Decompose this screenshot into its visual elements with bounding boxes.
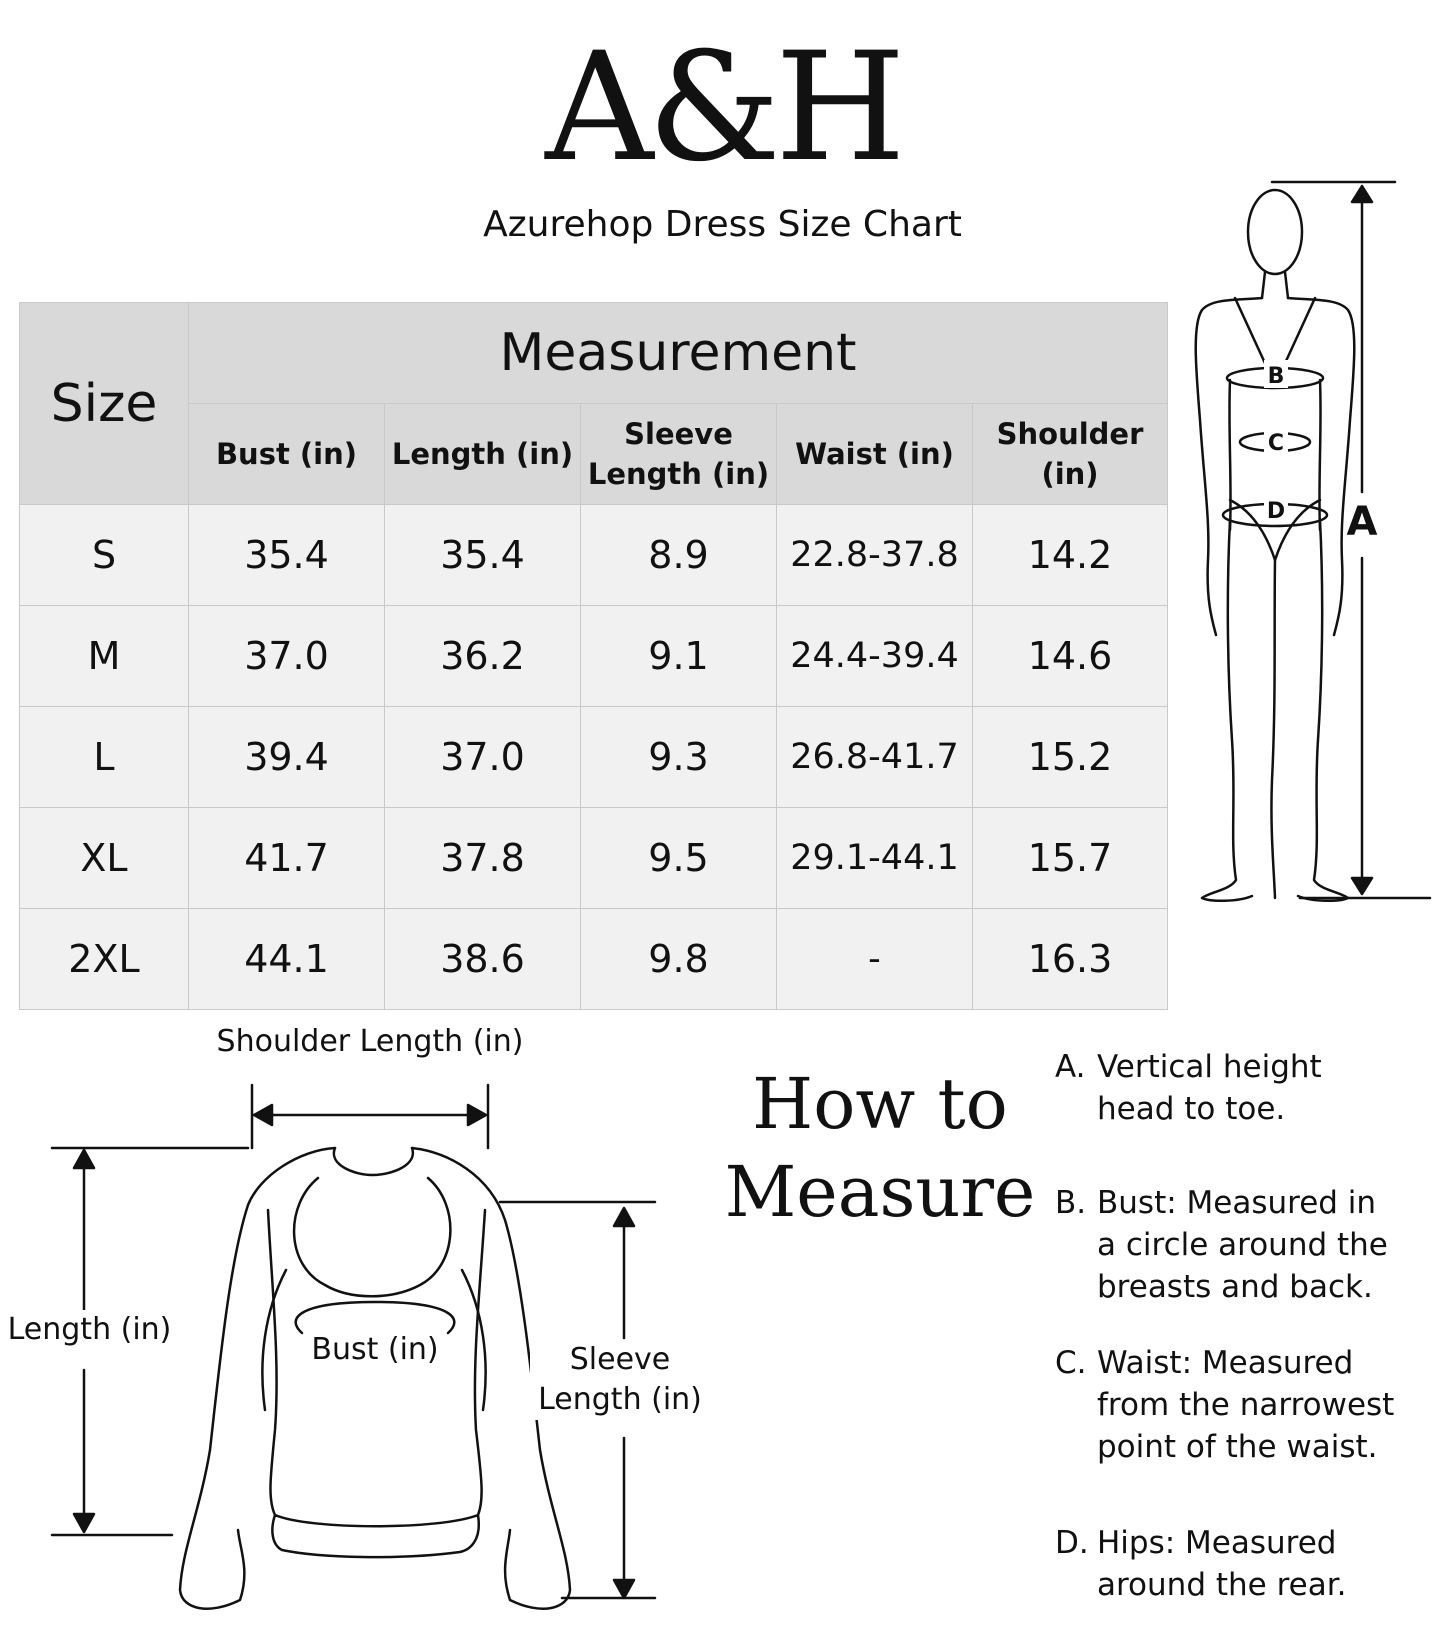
length-cell: 35.4: [385, 505, 581, 606]
sleeve-cell: 9.8: [581, 909, 777, 1010]
shoulder-cell: 14.2: [973, 505, 1168, 606]
how-to-heading-line1: How to: [752, 1063, 1008, 1145]
note-letter: A.: [1055, 1049, 1086, 1085]
figure-left-leg: [1202, 520, 1252, 901]
size-cell: XL: [20, 808, 189, 909]
size-cell: L: [20, 707, 189, 808]
note-line: Waist: Measured: [1097, 1345, 1354, 1381]
size-table: [19, 302, 1168, 1010]
garment-bust-curve: [296, 1302, 455, 1333]
bust-cell: 41.7: [189, 808, 385, 909]
garment-left-body: [268, 1210, 277, 1515]
size-header: Size: [20, 303, 189, 505]
bust-label: Bust (in): [311, 1332, 439, 1367]
brand-logo: A&H: [545, 21, 900, 195]
waist-cell: 24.4-39.4: [777, 606, 973, 707]
measurement-header: Measurement: [189, 303, 1168, 404]
size-cell: M: [20, 606, 189, 707]
table-row: [20, 909, 1168, 1010]
note-line: Bust: Measured in: [1097, 1185, 1377, 1221]
shoulder-length-label: Shoulder Length (in): [216, 1024, 524, 1059]
note-line: Hips: Measured: [1097, 1525, 1337, 1561]
bust-cell: 44.1: [189, 909, 385, 1010]
table-row: [20, 707, 1168, 808]
note-b: [1055, 1182, 1437, 1308]
figure-right-leg: [1298, 520, 1348, 901]
column-header-bust: Bust (in): [189, 404, 385, 505]
note-a: [1055, 1046, 1437, 1130]
length-cell: 37.0: [385, 707, 581, 808]
bust-cell: 37.0: [189, 606, 385, 707]
shoulder-cell: 16.3: [973, 909, 1168, 1010]
waist-cell: 22.8-37.8: [777, 505, 973, 606]
column-header-waist: Waist (in): [777, 404, 973, 505]
shoulder-cell: 15.2: [973, 707, 1168, 808]
sleeve-length-label-line2: Length (in): [538, 1382, 702, 1417]
column-header-sleeve: Sleeve Length (in): [581, 404, 777, 505]
note-letter: D.: [1055, 1525, 1089, 1561]
shoulder-guides: [252, 1085, 488, 1148]
marker-letter-a: A: [1346, 499, 1378, 545]
how-to-heading-line2: Measure: [724, 1151, 1036, 1233]
waist-cell: 29.1-44.1: [777, 808, 973, 909]
waist-cell: 26.8-41.7: [777, 707, 973, 808]
length-cell: 37.8: [385, 808, 581, 909]
table-row: [20, 505, 1168, 606]
note-line: point of the waist.: [1097, 1429, 1378, 1465]
note-line: a circle around the: [1097, 1227, 1388, 1263]
sleeve-cell: 9.3: [581, 707, 777, 808]
note-line: breasts and back.: [1097, 1269, 1373, 1305]
how-to-measure-heading: [720, 1060, 1040, 1236]
marker-letter-d: D: [1266, 499, 1286, 524]
garment-waistband: [272, 1515, 478, 1557]
shoulder-cell: 14.6: [973, 606, 1168, 707]
figure-neck: [1262, 272, 1288, 298]
table-row: [20, 808, 1168, 909]
length-cell: 36.2: [385, 606, 581, 707]
column-header-shoulder: Shoulder (in): [973, 404, 1168, 505]
body-figure: [1190, 180, 1440, 950]
marker-letter-b: B: [1267, 364, 1285, 389]
garment-left-sleeve: [180, 1148, 335, 1609]
length-cell: 38.6: [385, 909, 581, 1010]
sleeve-length-label: [530, 1340, 710, 1420]
note-line: from the narrowest: [1097, 1387, 1395, 1423]
note-line: around the rear.: [1097, 1567, 1347, 1603]
marker-letter-c: C: [1267, 431, 1285, 456]
note-line: Vertical height: [1097, 1049, 1322, 1085]
chart-title: Azurehop Dress Size Chart: [483, 204, 962, 245]
size-cell: S: [20, 505, 189, 606]
note-letter: B.: [1055, 1185, 1087, 1221]
bust-cell: 35.4: [189, 505, 385, 606]
bust-cell: 39.4: [189, 707, 385, 808]
figure-leg-gap: [1271, 560, 1275, 898]
table-row: [20, 606, 1168, 707]
column-header-length: Length (in): [385, 404, 581, 505]
figure-head: [1248, 190, 1302, 274]
garment-neckline: [294, 1178, 450, 1296]
sleeve-length-label-line1: Sleeve: [569, 1342, 671, 1377]
garment-collar: [334, 1148, 413, 1175]
size-cell: 2XL: [20, 909, 189, 1010]
sleeve-cell: 8.9: [581, 505, 777, 606]
shoulder-cell: 15.7: [973, 808, 1168, 909]
note-c: [1055, 1342, 1437, 1468]
garment-right-body: [475, 1210, 485, 1515]
length-label: Length (in): [2, 1310, 177, 1350]
note-d: [1055, 1522, 1437, 1606]
note-letter: C.: [1055, 1345, 1087, 1381]
waist-cell: -: [777, 909, 973, 1010]
note-line: head to toe.: [1097, 1091, 1286, 1127]
sleeve-cell: 9.1: [581, 606, 777, 707]
sleeve-cell: 9.5: [581, 808, 777, 909]
